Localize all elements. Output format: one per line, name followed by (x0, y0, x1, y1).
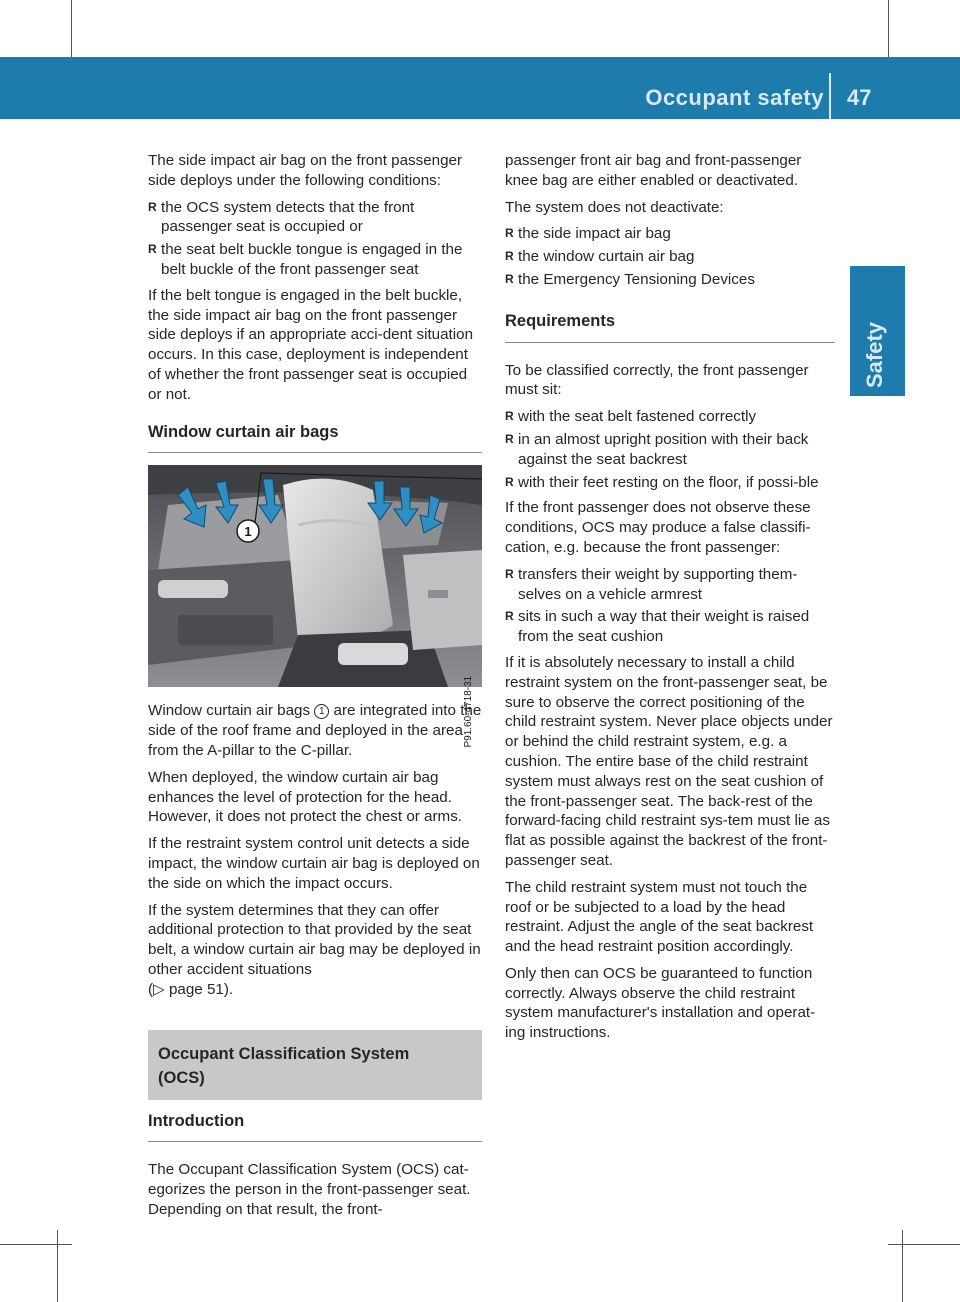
heading-introduction: Introduction (148, 1112, 482, 1143)
bullet-list (148, 198, 482, 280)
crop-mark (0, 1244, 72, 1245)
bullet-glyph: R (505, 566, 514, 581)
list-item: R the window curtain air bag (505, 248, 695, 266)
page-number: 47 (847, 85, 872, 110)
right-column (505, 151, 835, 1050)
figure-code: P91.60-4718-31 (463, 675, 475, 748)
list-item: R with their feet resting on the floor, if possi-ble (505, 473, 819, 491)
bullet-glyph: R (148, 199, 157, 214)
heading-requirements: Requirements (505, 312, 835, 343)
crop-mark (57, 1230, 58, 1302)
bullet-glyph: R (148, 242, 157, 257)
header-divider (829, 73, 831, 119)
bullet-glyph: R (505, 609, 514, 624)
paragraph: When deployed, the window curtain air bag enhances the level of protection for the head. However, it does not protect the chest or arms. (148, 768, 463, 826)
bullet-glyph: R (505, 226, 514, 241)
paragraph: If it is absolutely necessary to install a child restraint system on the front-passenger seat, be sure to observe the correct positioning of the child restraint system. Never place objects under or behind the child restraint system, e.g. a cushion. The entire base of the child restraint system must always rest on the seat cushion of the front-passenger seat. The back-rest of the forward-facing child restraint sys-tem must lie as flat as possible against the backrest of the front-passenger seat. (505, 653, 833, 869)
list-item: R the side impact air bag (505, 225, 671, 243)
paragraph: If the front passenger does not observe these conditions, OCS may produce a false classifi-cation, e.g. because the front passenger: (505, 499, 811, 556)
bullet-glyph: R (505, 249, 514, 264)
paragraph: Window curtain air bags 1 are integrated into the side of the roof frame and deployed in the area from the A-pillar to the C-pillar. (148, 702, 482, 759)
bullet-glyph: R (505, 431, 514, 446)
page-title: Occupant safety (645, 85, 824, 110)
paragraph: The side impact air bag on the front passenger side deploys under the following conditions: (148, 152, 463, 189)
callout-badge: 1 (314, 704, 329, 719)
paragraph: If the system determines that they can offer additional protection to that provided by the seat belt, a window curtain air bag may be deployed in other accident situations (▷ page 51). (148, 901, 481, 998)
figure-callout-1: 1 (244, 524, 252, 540)
bullet-list (505, 407, 835, 492)
paragraph: Only then can OCS be guaranteed to function correctly. Always observe the child restraint system manufacturer's installation and operat-ing instructions. (505, 964, 816, 1042)
section-heading-ocs: Occupant Classification System (OCS) (148, 1030, 482, 1100)
paragraph: The Occupant Classification System (OCS) cat-egorizes the person in the front-passenger seat. Depending on that result, the front- (148, 1161, 471, 1218)
left-column (148, 151, 482, 1227)
page-reference-link[interactable]: (▷ page 51). (148, 980, 234, 998)
chapter-tab (850, 266, 905, 396)
page-header (0, 57, 960, 119)
paragraph: passenger front air bag and front-passenger knee bag are either enabled or deactivated. (505, 152, 802, 189)
paragraph: If the belt tongue is engaged in the belt buckle, the side impact air bag on the front passenger side deploys if an appropriate acci-dent situation occurs. In this case, deployment is independent of whether the front passenger seat is occupied or not. (148, 286, 474, 403)
list-item: R sits in such a way that their weight is raised from the seat cushion (505, 608, 810, 646)
paragraph: The system does not deactivate: (505, 198, 724, 216)
crop-mark (902, 1230, 903, 1302)
crop-mark (888, 1244, 960, 1245)
heading-window-curtain: Window curtain air bags (148, 423, 482, 454)
list-item: R the Emergency Tensioning Devices (505, 270, 755, 288)
paragraph: If the restraint system control unit detects a side impact, the window curtain air bag is deployed on the side on which the impact occurs. (148, 835, 480, 892)
paragraph: The child restraint system must not touch the roof or be subjected to a load by the head restraint. Adjust the angle of the seat backrest and the head restraint position accordingly. (505, 878, 814, 956)
bullet-glyph: R (505, 409, 514, 424)
list-item: R transfers their weight by supporting them-selves on a vehicle armrest (505, 565, 798, 603)
list-item: R with the seat belt fastened correctly (505, 408, 757, 426)
list-item: R in an almost upright position with their back against the seat backrest (505, 430, 809, 468)
bullet-list (505, 224, 835, 289)
chapter-tab-label: Safety (862, 321, 887, 388)
interior-illustration (148, 465, 482, 687)
bullet-list (505, 565, 835, 647)
bullet-glyph: R (505, 474, 514, 489)
bullet-glyph: R (505, 271, 514, 286)
list-item: R the OCS system detects that the front passenger seat is occupied or (148, 198, 415, 236)
paragraph: To be classified correctly, the front passenger must sit: (505, 361, 809, 399)
list-item: R the seat belt buckle tongue is engaged in the belt buckle of the front passenger seat (148, 241, 463, 278)
